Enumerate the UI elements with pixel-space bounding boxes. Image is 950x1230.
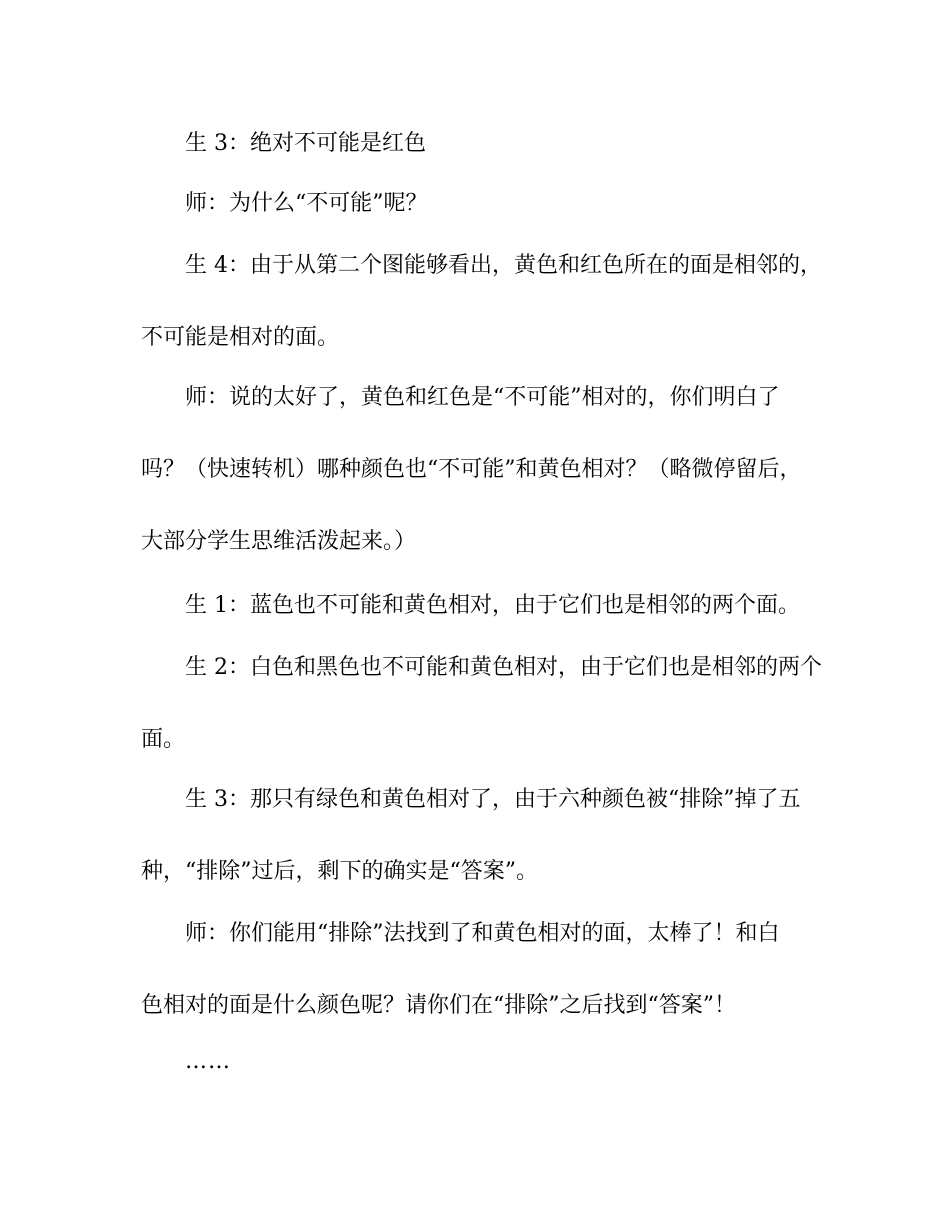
paragraph-line-8: 生 1：蓝色也不可能和黄色相对，由于它们也是相邻的两个面。 bbox=[185, 593, 800, 618]
paragraph-line-9: 生 2：白色和黑色也不可能和黄色相对，由于它们也是相邻的两个 bbox=[185, 655, 822, 680]
paragraph-line-10: 面。 bbox=[141, 727, 186, 752]
paragraph-line-3: 生 4：由于从第二个图能够看出，黄色和红色所在的面是相邻的， bbox=[185, 253, 822, 278]
paragraph-line-12: 种，“排除”过后，剩下的确实是“答案”。 bbox=[141, 859, 538, 884]
paragraph-line-6: 吗？（快速转机）哪种颜色也“不可能”和黄色相对？（略微停留后， bbox=[141, 457, 802, 482]
paragraph-line-14: 色相对的面是什么颜色呢？请你们在“排除”之后找到“答案”！ bbox=[141, 993, 736, 1018]
paragraph-line-11: 生 3：那只有绿色和黄色相对了，由于六种颜色被“排除”掉了五 bbox=[185, 787, 801, 812]
paragraph-line-7: 大部分学生思维活泼起来。） bbox=[141, 529, 417, 554]
ellipsis-line: …… bbox=[185, 1049, 231, 1074]
paragraph-line-13: 师：你们能用“排除”法找到了和黄色相对的面，太棒了！和白 bbox=[185, 921, 780, 946]
paragraph-line-1: 生 3：绝对不可能是红色 bbox=[185, 131, 426, 156]
paragraph-line-5: 师：说的太好了，黄色和红色是“不可能”相对的，你们明白了 bbox=[185, 385, 780, 410]
paragraph-line-4: 不可能是相对的面。 bbox=[141, 325, 340, 350]
paragraph-line-2: 师：为什么“不可能”呢？ bbox=[185, 191, 428, 216]
